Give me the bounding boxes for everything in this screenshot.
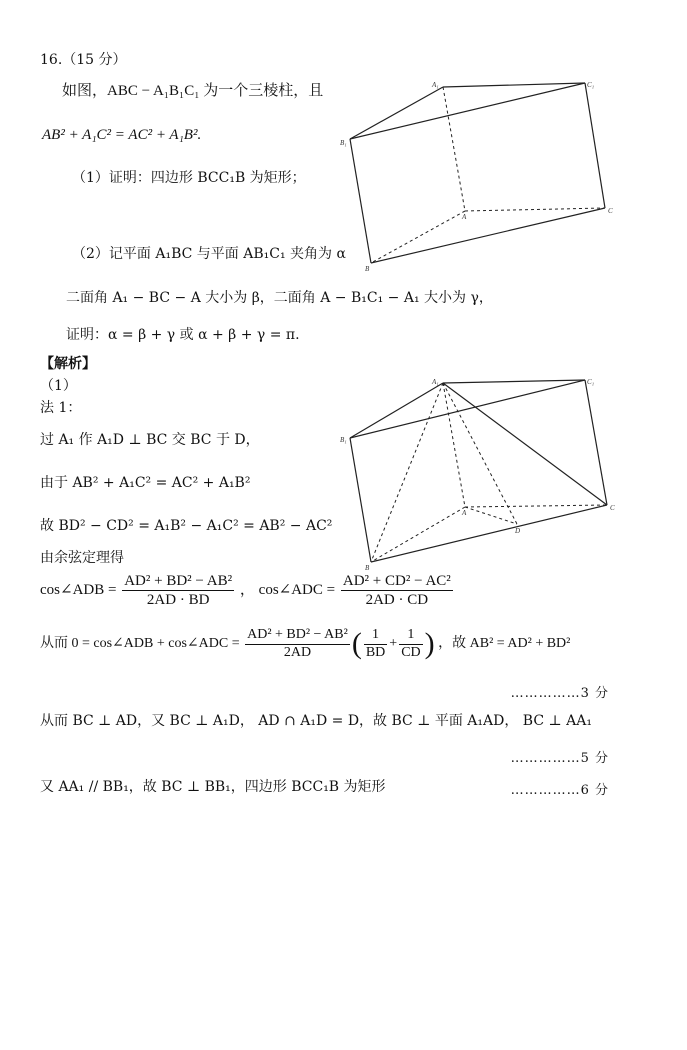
edge-b1-b	[350, 438, 371, 562]
cos-adb-lhs: cos∠ADB =	[40, 581, 117, 598]
sum-line-pre: 从而 0 = cos∠ADB + cos∠ADC =	[40, 636, 240, 652]
inner-frac-2	[399, 627, 422, 662]
points-5: ……………5 分	[510, 751, 609, 766]
edge-b-c	[371, 505, 607, 562]
prism-figure-2	[335, 372, 625, 572]
solution-line3: 故 BD² − CD² = A₁B² − A₁C² = AB² − AC²	[40, 518, 333, 534]
problem-part2-cont: 二面角 A₁ − BC − A 大小为 β，二面角 A − B₁C₁ − A₁ 大小为 γ，	[66, 290, 493, 306]
label-d: D	[515, 527, 521, 535]
problem-header: 16.（15 分）	[40, 52, 127, 68]
inner2-den: CD	[401, 644, 421, 660]
edge-b1-c1	[350, 380, 585, 438]
label-b1: B₁	[340, 139, 347, 147]
label-a: A	[462, 509, 467, 517]
edge-a1-c1	[443, 83, 585, 87]
problem-part2-prove: 证明：α = β + γ 或 α + β + γ = π.	[66, 327, 300, 343]
solution-part: （1）	[40, 378, 77, 394]
edge-a1-c	[443, 383, 607, 505]
edge-a1-b	[371, 383, 443, 562]
cos-adc-num: AD² + CD² − AC²	[342, 573, 451, 589]
edge-a-b	[371, 211, 465, 263]
inner-frac-1	[364, 627, 387, 662]
label-b: B	[365, 265, 370, 273]
cos-adc-lhs: cos∠ADC =	[258, 581, 336, 598]
cos-adb-num: AD² + BD² − AB²	[124, 573, 233, 589]
right-paren: )	[424, 627, 435, 660]
solution-line8: 又 AA₁ // BB₁，故 BC ⊥ BB₁，四边形 BCC₁B 为矩形	[40, 779, 386, 795]
problem-stem-line2: AB² + A₁C² = AC² + A₁B².	[42, 127, 202, 143]
label-b1: B₁	[340, 436, 347, 444]
cos-adc-den: 2AD · CD	[365, 592, 429, 608]
solution-line4: 由余弦定理得	[40, 550, 124, 566]
problem-part1: （1）证明：四边形 BCC₁B 为矩形；	[72, 170, 306, 186]
cos-adc-fraction	[341, 572, 453, 609]
edge-b1-b	[350, 139, 371, 263]
solution-method: 法 1：	[40, 400, 82, 416]
points-3: ……………3 分	[510, 686, 609, 701]
cos-adb-fraction	[122, 572, 234, 609]
edge-c1-c	[585, 83, 605, 208]
label-c1: C₁	[587, 378, 595, 386]
edge-a1-c1	[443, 380, 585, 383]
label-b: B	[365, 564, 370, 572]
sum-den: 2AD	[283, 644, 312, 660]
prism-figure-1	[335, 75, 625, 275]
edge-a-d	[465, 507, 517, 524]
edge-a-c	[465, 208, 605, 211]
edge-c1-c	[585, 380, 607, 505]
cos-adb-den: 2AD · BD	[146, 592, 210, 608]
edge-a1-b1	[350, 87, 443, 139]
edge-b-c	[371, 208, 605, 263]
edge-a1-b1	[350, 383, 443, 438]
edge-a-c	[465, 505, 607, 507]
edge-b1-c1	[350, 83, 585, 139]
sum-fraction	[245, 627, 350, 662]
problem-stem-line1: 如图，ABC − A₁B₁C₁ 为一个三棱柱，且	[62, 83, 324, 99]
sum-line	[40, 626, 570, 662]
sum-line-post: ，故 AB² = AD² + BD²	[438, 636, 571, 652]
label-a: A	[462, 213, 467, 221]
label-a1: A₁	[432, 378, 439, 386]
label-c: C	[608, 207, 613, 215]
solution-line1: 过 A₁ 作 A₁D ⊥ BC 交 BC 于 D，	[40, 432, 260, 448]
left-paren: (	[351, 627, 362, 660]
label-c1: C₁	[587, 81, 595, 89]
edge-a1-a	[443, 87, 465, 211]
edge-a1-a	[443, 383, 465, 507]
points-6: ……………6 分	[510, 783, 609, 798]
separator: ，	[239, 581, 255, 598]
cosine-law-line	[40, 572, 455, 609]
label-a1: A₁	[432, 81, 439, 89]
edge-a-b	[371, 507, 465, 562]
sum-num: AD² + BD² − AB²	[245, 627, 350, 645]
inner2-num: 1	[399, 627, 422, 645]
inner1-den: BD	[365, 644, 386, 660]
solution-title: 【解析】	[40, 356, 96, 372]
label-c: C	[610, 504, 615, 512]
solution-line2: 由于 AB² + A₁C² = AC² + A₁B²	[40, 475, 251, 491]
solution-line7: 从而 BC ⊥ AD，又 BC ⊥ A₁D， AD ∩ A₁D = D，故 BC ⊥ 平面 A₁AD， BC ⊥ AA₁	[40, 713, 592, 729]
inner1-num: 1	[364, 627, 387, 645]
plus-sign: +	[389, 636, 398, 652]
edge-a1-d	[443, 383, 517, 524]
problem-part2: （2）记平面 A₁BC 与平面 AB₁C₁ 夹角为 α	[72, 246, 346, 262]
